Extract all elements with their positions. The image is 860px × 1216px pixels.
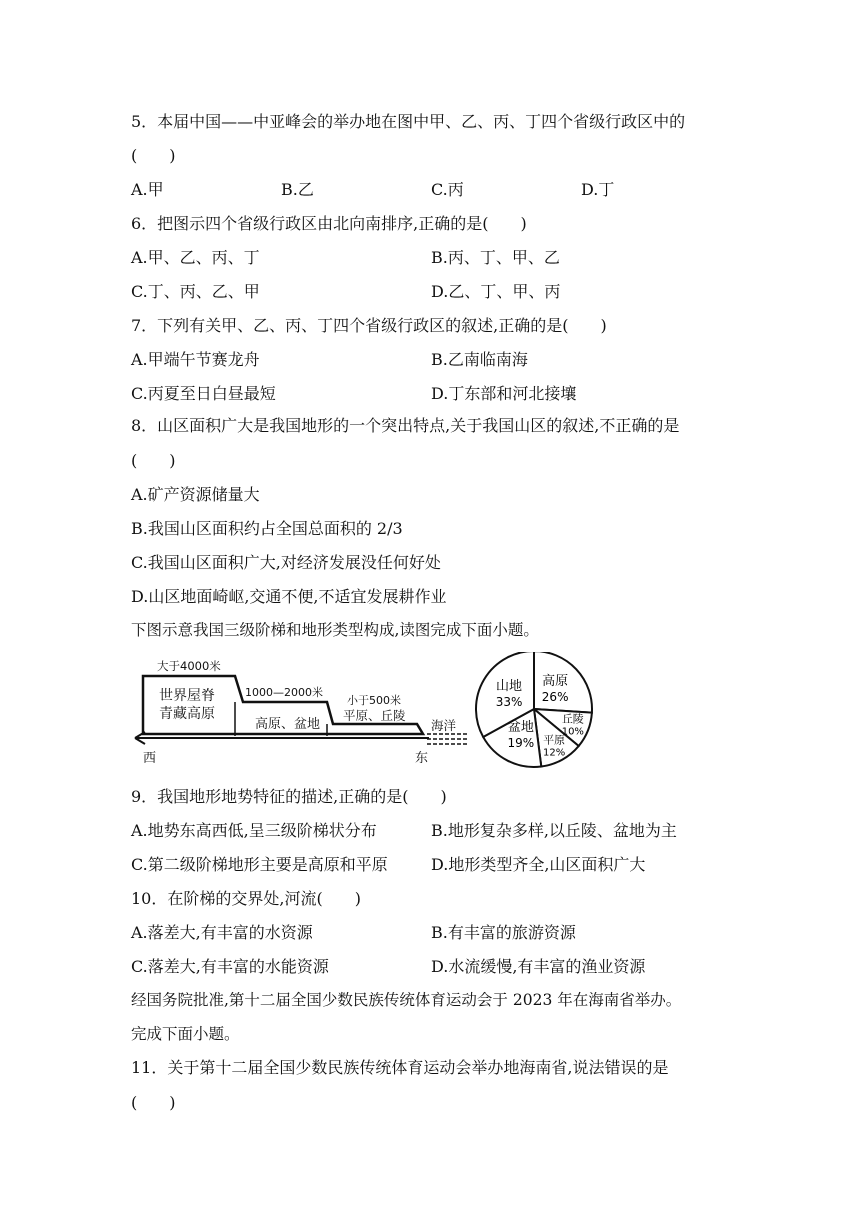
- question-5-bracket: ( ): [131, 146, 176, 165]
- pie-value-0: 26%: [541, 690, 569, 705]
- question-8-option-a: A.矿产资源储量大: [131, 485, 260, 504]
- step2-name: 高原、盆地: [255, 717, 321, 732]
- question-6-option-c: C.丁、丙、乙、甲: [131, 282, 260, 301]
- question-10-stem: 10．在阶梯的交界处,河流( ): [131, 889, 361, 908]
- hainan-intro-line-1: 经国务院批准,第十二届全国少数民族传统体育运动会于 2023 年在海南省举办。: [131, 991, 682, 1009]
- step1-name-2: 青藏高原: [159, 706, 215, 722]
- question-5-option-a: A.甲: [131, 180, 164, 199]
- question-8-option-b: B.我国山区面积约占全国总面积的 2/3: [131, 519, 403, 538]
- pie-label-4: 山地: [496, 679, 523, 695]
- question-7-option-d: D.丁东部和河北接壤: [431, 384, 577, 403]
- question-7-stem: 7．下列有关甲、乙、丙、丁四个省级行政区的叙述,正确的是( ): [131, 316, 607, 335]
- question-9-option-c: C.第二级阶梯地形主要是高原和平原: [131, 855, 388, 874]
- question-5-stem: 5．本届中国——中亚峰会的举办地在图中甲、乙、丙、丁四个省级行政区中的: [131, 112, 686, 131]
- question-5-option-d: D.丁: [581, 180, 615, 199]
- question-9-option-a: A.地势东高西低,呈三级阶梯状分布: [131, 821, 377, 840]
- pie-value-4: 33%: [495, 695, 523, 710]
- question-6-option-b: B.丙、丁、甲、乙: [431, 248, 560, 267]
- pie-label-3: 盆地: [507, 719, 534, 735]
- question-9-option-d: D.地形类型齐全,山区面积广大: [431, 855, 646, 874]
- question-7-option-c: C.丙夏至日白昼最短: [131, 384, 276, 403]
- pie-label-2: 平原: [543, 733, 566, 747]
- terrain-figure-svg: [131, 652, 611, 770]
- question-8-stem: 8．山区面积广大是我国地形的一个突出特点,关于我国山区的叙述,不正确的是: [131, 416, 680, 435]
- question-7-option-b: B.乙南临南海: [431, 350, 528, 369]
- ocean-label: 海洋: [431, 718, 457, 733]
- step3-name: 平原、丘陵: [343, 708, 406, 723]
- question-8-option-d: D.山区地面崎岖,交通不便,不适宜发展耕作业: [131, 587, 447, 606]
- pie-label-1: 丘陵: [561, 712, 584, 726]
- question-10-option-d: D.水流缓慢,有丰富的渔业资源: [431, 957, 646, 976]
- question-10-option-a: A.落差大,有丰富的水资源: [131, 923, 313, 942]
- question-9-option-b: B.地形复杂多样,以丘陵、盆地为主: [431, 821, 677, 840]
- landform-pie-chart: [476, 652, 592, 767]
- question-8-option-c: C.我国山区面积广大,对经济发展没任何好处: [131, 553, 441, 572]
- figure-intro: 下图示意我国三级阶梯和地形类型构成,读图完成下面小题。: [131, 621, 539, 639]
- terrain-figure: [131, 652, 611, 774]
- question-7-option-a: A.甲端午节赛龙舟: [131, 350, 260, 369]
- question-6-stem: 6．把图示四个省级行政区由北向南排序,正确的是( ): [131, 214, 527, 233]
- question-10-option-c: C.落差大,有丰富的水能资源: [131, 957, 329, 976]
- question-11-stem: 11．关于第十二届全国少数民族传统体育运动会举办地海南省,说法错误的是: [131, 1058, 669, 1077]
- question-11-bracket: ( ): [131, 1093, 176, 1112]
- question-9-stem: 9．我国地形地势特征的描述,正确的是( ): [131, 787, 447, 806]
- step1-height-label: 大于4000米: [157, 659, 221, 673]
- ocean-dashes: [427, 734, 467, 744]
- question-10-option-b: B.有丰富的旅游资源: [431, 923, 576, 942]
- step1-name-1: 世界屋脊: [159, 688, 215, 704]
- question-5-option-b: B.乙: [281, 180, 314, 199]
- step3-height-label: 小于500米: [347, 694, 401, 707]
- question-8-bracket: ( ): [131, 451, 176, 470]
- hainan-intro-line-2: 完成下面小题。: [131, 1025, 240, 1043]
- east-label: 东: [415, 751, 429, 766]
- pie-value-1: 10%: [561, 726, 584, 738]
- step2-height-label: 1000—2000米: [245, 686, 323, 699]
- question-6-option-d: D.乙、丁、甲、丙: [431, 282, 561, 301]
- question-5-option-c: C.丙: [431, 180, 464, 199]
- pie-value-3: 19%: [507, 735, 535, 750]
- pie-value-2: 12%: [543, 747, 566, 759]
- west-label: 西: [143, 751, 157, 766]
- pie-label-0: 高原: [542, 674, 569, 690]
- question-6-option-a: A.甲、乙、丙、丁: [131, 248, 260, 267]
